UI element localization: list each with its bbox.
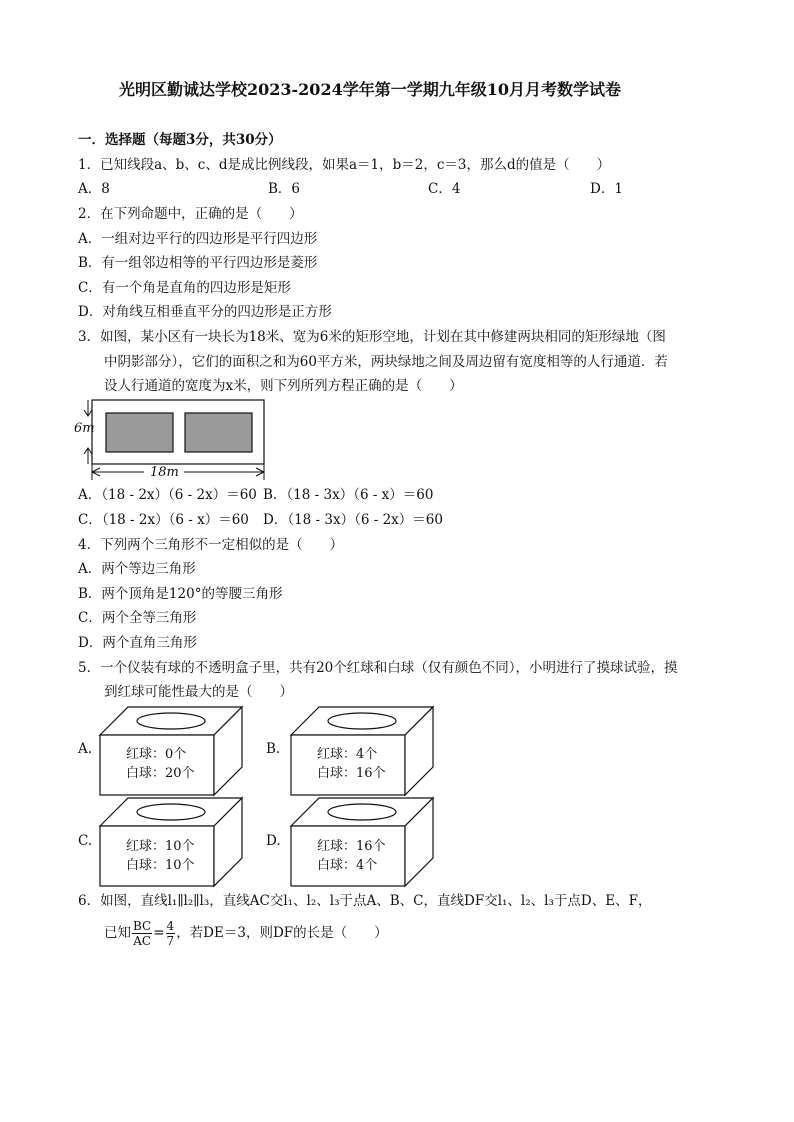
q3-option-c[interactable]: C．（18 - 2x）（6 - x）＝60 xyxy=(78,512,249,528)
question-4-stem: 4．下列两个三角形不一定相似的是（ ） xyxy=(78,537,344,553)
q4-option-b[interactable]: B．两个顶角是120°的等腰三角形 xyxy=(78,586,283,602)
q5-box-a-white: 白球：20个 xyxy=(126,766,195,781)
q5-box-a-label: A. xyxy=(78,741,93,757)
q6-frac-right-den: 7 xyxy=(166,934,175,948)
question-6-stem-line2 xyxy=(104,916,388,950)
q5-box-d-label: D. xyxy=(266,833,281,849)
question-6-stem-line1: 6．如图，直线l₁∥l₂∥l₃，直线AC交l₁、l₂、l₃于点A、B、C，直线DF交l₁、l₂、l₃于点D、E、F， xyxy=(78,893,652,909)
q2-option-b[interactable]: B．有一组邻边相等的平行四边形是菱形 xyxy=(78,255,318,271)
q3-option-d[interactable]: D．（18 - 3x）（6 - 2x）＝60 xyxy=(263,512,443,528)
q5-box-d-red: 红球：16个 xyxy=(317,839,386,854)
q5-box-b-label: B. xyxy=(266,741,281,757)
q4-option-a[interactable]: A．两个等边三角形 xyxy=(78,561,196,577)
q5-box-c-label: C. xyxy=(78,833,93,849)
page-title: 光明区勤诚达学校2023-2024学年第一学期九年级10月月考数学试卷 xyxy=(119,80,621,99)
section-heading: 一．选择题（每题3分，共30分） xyxy=(78,132,282,148)
q6-fraction-bc-ac xyxy=(132,919,152,948)
q1-option-c[interactable]: C．4 xyxy=(428,181,461,197)
question-3-stem-line3: 设人行通道的宽度为x米，则下列所列方程正确的是（ ） xyxy=(104,378,463,394)
q2-option-d[interactable]: D．对角线互相垂直平分的四边形是正方形 xyxy=(78,304,332,320)
q5-box-d-white: 白球：4个 xyxy=(317,858,378,873)
q3-length-label: 18m xyxy=(150,465,179,480)
q1-option-d[interactable]: D．1 xyxy=(590,181,623,197)
q6-stem-suffix: ，若DE＝3，则DF的长是（ ） xyxy=(176,925,388,941)
q6-fraction-4-7 xyxy=(166,919,176,948)
q5-box-a-red: 红球：0个 xyxy=(126,747,187,762)
q4-option-d[interactable]: D．两个直角三角形 xyxy=(78,635,197,651)
q6-given-prefix: 已知 xyxy=(104,925,131,941)
question-3-stem-line1: 3．如图，某小区有一块长为18米、宽为6米的矩形空地，计划在其中修建两块相同的矩形绿地（图 xyxy=(78,329,666,345)
q5-box-b-white: 白球：16个 xyxy=(317,766,386,781)
q5-box-c-white: 白球：10个 xyxy=(126,858,195,873)
q4-option-c[interactable]: C．两个全等三角形 xyxy=(78,610,197,626)
q3-width-label: 6m xyxy=(74,421,95,436)
q3-option-a[interactable]: A．（18 - 2x）（6 - 2x）＝60 xyxy=(78,487,257,503)
q5-box-c-red: 红球：10个 xyxy=(126,839,195,854)
q6-frac-left-den: AC xyxy=(133,934,152,948)
q5-box-b-red: 红球：4个 xyxy=(317,747,378,762)
question-5-stem-line1: 5．一个仪装有球的不透明盒子里，共有20个红球和白球（仅有颜色不同），小明进行了摸球试验，摸 xyxy=(78,660,678,676)
question-3-stem-line2: 中阴影部分），它们的面积之和为60平方米，两块绿地之间及周边留有宽度相等的人行通道．若 xyxy=(104,354,668,370)
question-1-stem: 1．已知线段a、b、c、d是成比例线段，如果a＝1，b＝2，c＝3，那么d的值是（ ） xyxy=(78,157,611,173)
q6-frac-left-num: BC xyxy=(133,919,152,933)
q1-option-a[interactable]: A．8 xyxy=(78,181,110,197)
q2-option-a[interactable]: A．一组对边平行的四边形是平行四边形 xyxy=(78,231,318,247)
q2-option-c[interactable]: C．有一个角是直角的四边形是矩形 xyxy=(78,280,291,296)
q6-frac-right-num: 4 xyxy=(166,919,175,933)
question-2-stem: 2．在下列命题中，正确的是（ ） xyxy=(78,206,303,222)
q1-option-b[interactable]: B．6 xyxy=(268,181,301,197)
q3-option-b[interactable]: B．（18 - 3x）（6 - x）＝60 xyxy=(263,487,434,503)
question-5-stem-line2: 到红球可能性最大的是（ ） xyxy=(104,684,293,700)
q6-equals-sign: = xyxy=(153,925,165,941)
